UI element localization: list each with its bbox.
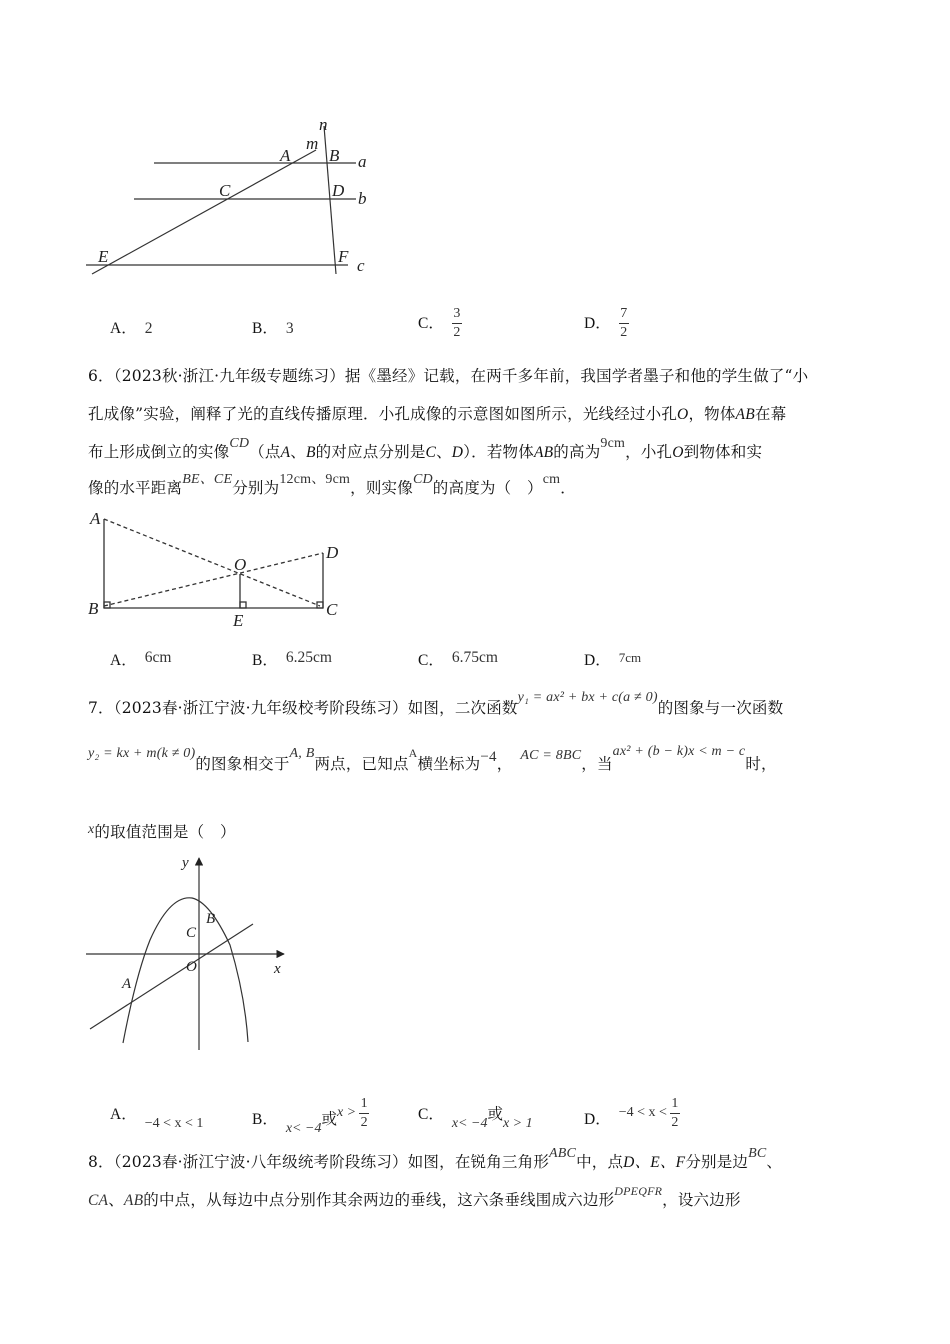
q7-text-line-1: 7．（2023春·浙江宁波·九年级校考阶段练习）如图，二次函数y₁ = ax² + bx + c(a ≠ 0)的图象与一次函数 bbox=[88, 690, 784, 717]
svg-text:C: C bbox=[219, 181, 231, 200]
svg-text:B: B bbox=[88, 599, 99, 618]
q6-text-line-2: 孔成像”实验，阐释了光的直线传播原理．小孔成像的示意图如图所示，光线经过小孔O，物体AB在幕 bbox=[88, 405, 787, 423]
q8-text-line-1: 8．（2023春·浙江宁波·八年级统考阶段练习）如图，在锐角三角形ABC中，点D、E、F分别是边BC、 bbox=[88, 1146, 783, 1171]
svg-text:O: O bbox=[234, 555, 247, 574]
q7-figure bbox=[80, 845, 300, 1055]
q6-option-b[interactable]: B． 6.25cm bbox=[252, 649, 332, 669]
svg-text:x: x bbox=[274, 961, 281, 977]
svg-text:b: b bbox=[358, 189, 367, 208]
svg-text:F: F bbox=[338, 247, 349, 266]
svg-text:A: A bbox=[280, 146, 291, 165]
q6-option-a[interactable]: A． 6cm bbox=[110, 649, 172, 669]
fraction: $\frac{1}{2}$ bbox=[360, 1096, 368, 1130]
q7-option-b[interactable]: B．x< −4或x > $\frac{1}{2}$ bbox=[252, 1096, 368, 1136]
q6-text-line-1: 6．（2023秋·浙江·九年级专题练习）据《墨经》记载，在两千多年前，我国学者墨子和他的学生做了“小 bbox=[88, 367, 809, 385]
svg-text:O: O bbox=[186, 959, 197, 975]
q8-text-line-2: CA、AB的中点，从每边中点分别作其余两边的垂线，这六条垂线围成六边形$^{DPEQFR}$，设六边形 bbox=[88, 1184, 741, 1209]
svg-text:a: a bbox=[358, 152, 367, 171]
q6-text-line-4: 像的水平距离BE、CE分别为12cm、9cm，则实像CD的高度为（ ）cm． bbox=[88, 472, 576, 497]
line-m bbox=[92, 150, 316, 274]
svg-text:A: A bbox=[90, 509, 101, 528]
svg-text:B: B bbox=[206, 911, 216, 927]
svg-text:A: A bbox=[122, 976, 132, 992]
q7-option-c[interactable]: C．x< −4或x > 1 bbox=[418, 1105, 533, 1131]
q6-text-line-3: 布上形成倒立的实像CD（点A、B的对应点分别是C、D）．若物体AB的高为9cm，小孔O到物体和实 bbox=[88, 436, 763, 461]
svg-text:E: E bbox=[233, 611, 244, 630]
q5-figure bbox=[80, 110, 400, 290]
q7-option-a[interactable]: A．−4 < x < 1 bbox=[110, 1106, 204, 1131]
fraction: $\frac{3}{2}$ bbox=[453, 306, 461, 340]
q5-option-a[interactable]: A． 2 bbox=[110, 320, 153, 337]
svg-text:E: E bbox=[98, 247, 109, 266]
q6-option-c[interactable]: C． 6.75cm bbox=[418, 649, 498, 669]
svg-text:C: C bbox=[186, 925, 197, 941]
svg-text:c: c bbox=[357, 256, 365, 275]
q6-option-d[interactable]: D． 7cm bbox=[584, 650, 642, 669]
svg-text:C: C bbox=[326, 600, 338, 619]
q7-text-line-3: x的取值范围是（ ） bbox=[88, 822, 236, 841]
q5-option-b[interactable]: B． 3 bbox=[252, 320, 294, 337]
q6-figure bbox=[80, 500, 360, 640]
fraction: $\frac{7}{2}$ bbox=[620, 306, 628, 340]
q7-option-d[interactable]: D． −4 < x < $\frac{1}{2}$ bbox=[584, 1096, 679, 1130]
svg-text:D: D bbox=[326, 543, 339, 562]
svg-text:y: y bbox=[182, 855, 189, 871]
q7-text-line-2: y₂ = kx + m(k ≠ 0)的图象相交于A, B两点，已知点$^A$横坐标为−4， AC = 8BC，当ax² + (b − k)x < m − c时， bbox=[88, 744, 777, 773]
svg-text:D: D bbox=[332, 181, 345, 200]
fraction: $\frac{1}{2}$ bbox=[671, 1096, 679, 1130]
q5-option-c[interactable]: C． $\frac{3}{2}$ bbox=[418, 306, 461, 340]
q5-option-d[interactable]: D． $\frac{7}{2}$ bbox=[584, 306, 628, 340]
svg-text:B: B bbox=[329, 146, 340, 165]
svg-text:m: m bbox=[306, 134, 319, 153]
svg-text:n: n bbox=[319, 115, 328, 134]
